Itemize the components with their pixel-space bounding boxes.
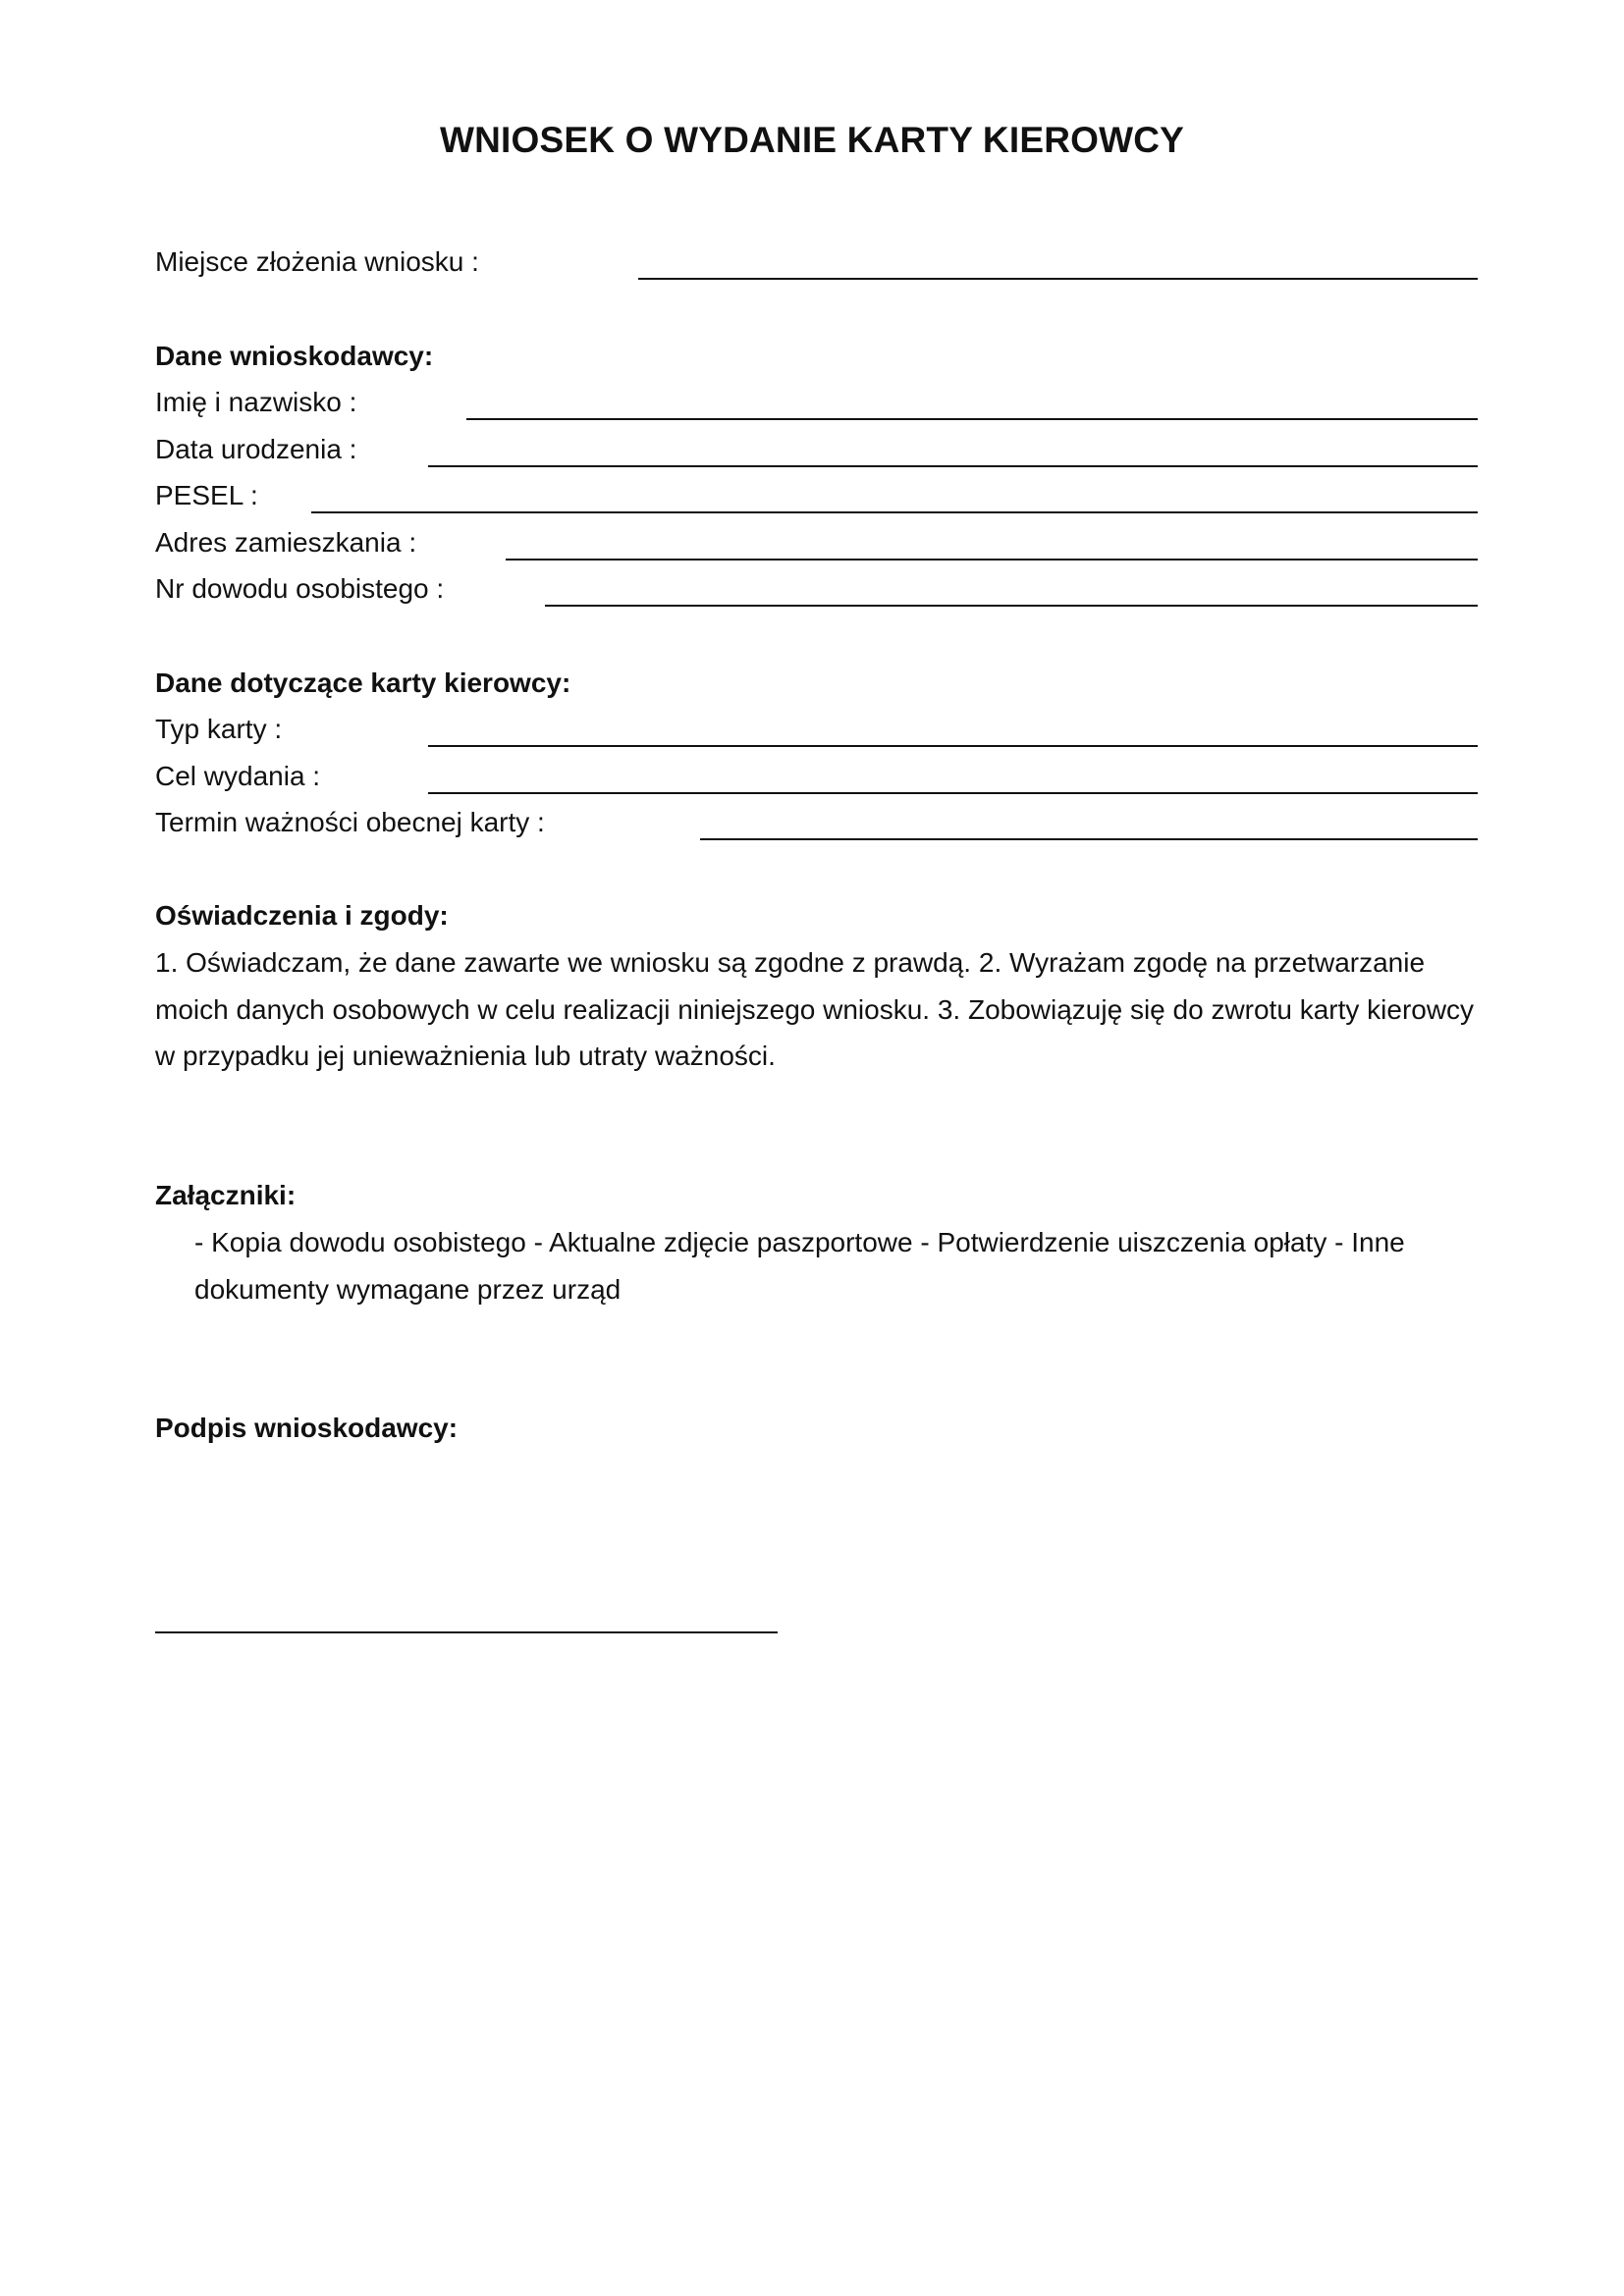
declarations-heading: Oświadczenia i zgody: (155, 900, 449, 931)
id-number-field-line[interactable] (545, 605, 1478, 607)
purpose-field-line[interactable] (428, 792, 1478, 794)
name-field-line[interactable] (466, 418, 1478, 420)
id-number-label: Nr dowodu osobistego : (155, 573, 445, 604)
birth-date-field-line[interactable] (428, 465, 1478, 467)
signature-line[interactable] (155, 1631, 778, 1633)
pesel-field-line[interactable] (311, 511, 1478, 513)
attachments-list: - Kopia dowodu osobistego - Aktualne zdjęcie paszportowe - Potwierdzenie uiszczenia opłaty - Inne dokumenty wymagane przez urząd (194, 1227, 1405, 1305)
applicant-heading: Dane wnioskodawcy: (155, 341, 434, 371)
address-field-line[interactable] (506, 559, 1478, 561)
address-label: Adres zamieszkania : (155, 527, 417, 558)
birth-date-label: Data urodzenia : (155, 434, 357, 464)
expiry-label: Termin ważności obecnej karty : (155, 807, 545, 837)
place-field-line[interactable] (638, 278, 1478, 280)
form-title: WNIOSEK O WYDANIE KARTY KIEROWCY (439, 120, 1185, 160)
expiry-field-line[interactable] (700, 838, 1478, 840)
card-type-label: Typ karty : (155, 714, 283, 744)
place-label: Miejsce złożenia wniosku : (155, 246, 479, 277)
pesel-label: PESEL : (155, 480, 258, 510)
card-type-field-line[interactable] (428, 745, 1478, 747)
card-heading: Dane dotyczące karty kierowcy: (155, 667, 571, 698)
declarations-text: 1. Oświadczam, że dane zawarte we wniosku są zgodne z prawdą. 2. Wyrażam zgodę na przetwarzanie moich danych osobowych w celu realizacji niniejszego wniosku. 3. Zobowiązuję się do zwrotu karty kierowcy w przypadku jej unieważnienia lub utraty ważności. (155, 947, 1475, 1071)
purpose-label: Cel wydania : (155, 761, 321, 791)
attachments-heading: Załączniki: (155, 1180, 297, 1210)
name-label: Imię i nazwisko : (155, 387, 357, 417)
signature-heading: Podpis wnioskodawcy: (155, 1413, 459, 1443)
